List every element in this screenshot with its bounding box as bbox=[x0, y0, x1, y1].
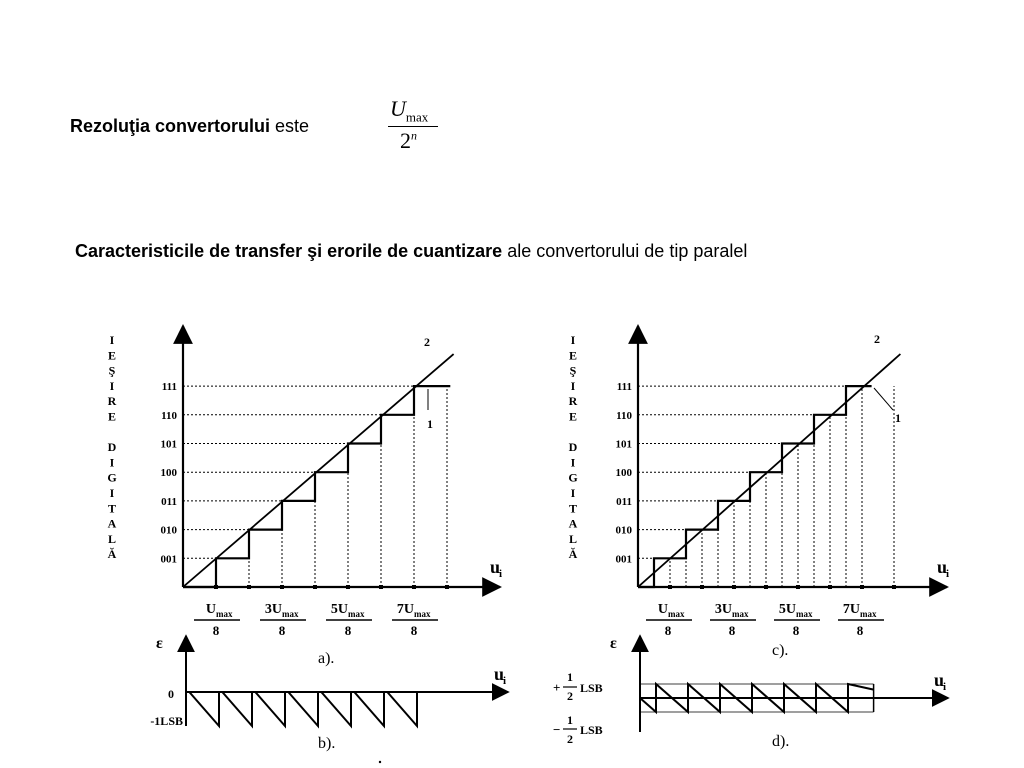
code-label: 100 bbox=[615, 467, 632, 480]
vertical-label-letter: I bbox=[570, 333, 576, 347]
vertical-label-letter: D bbox=[568, 440, 578, 455]
half-denominator-2: 2 bbox=[567, 732, 573, 746]
fraction-numerator: U bbox=[657, 602, 668, 617]
transfer-plain-text: ale convertorului de tip paralel bbox=[507, 241, 748, 261]
tick-mark bbox=[214, 585, 218, 589]
code-label: 010 bbox=[615, 524, 632, 537]
vertical-label-letter: E bbox=[568, 348, 578, 363]
fraction-subscript: max bbox=[668, 609, 685, 619]
code-label: 101 bbox=[160, 438, 177, 451]
fraction-subscript: max bbox=[796, 609, 813, 619]
vertical-label-letter: L bbox=[107, 531, 117, 546]
vertical-label-letter: A bbox=[568, 516, 578, 531]
fraction-numerator: 3U bbox=[264, 602, 282, 617]
tick-mark bbox=[828, 585, 832, 589]
fraction-denominator: 8 bbox=[278, 623, 286, 638]
code-label: 111 bbox=[616, 381, 632, 394]
vertical-label-letter: L bbox=[568, 531, 578, 546]
vertical-label-letter: E bbox=[107, 348, 117, 363]
fraction-numerator: 5U bbox=[330, 602, 348, 617]
minus-sign: − bbox=[553, 722, 561, 737]
tick-mark bbox=[764, 585, 768, 589]
error-x-label: u bbox=[934, 670, 945, 690]
code-label: 011 bbox=[616, 495, 632, 508]
vertical-label-letter: I bbox=[109, 333, 115, 347]
code-label: 100 bbox=[160, 467, 177, 480]
tick-mark bbox=[445, 585, 449, 589]
code-label: 110 bbox=[616, 409, 632, 422]
fraction-numerator: 5U bbox=[778, 602, 796, 617]
vertical-label-letter: I bbox=[109, 378, 115, 393]
min-lsb-label: -1LSB bbox=[150, 714, 183, 728]
vertical-label-letter: R bbox=[568, 394, 578, 409]
vertical-label-letter: G bbox=[107, 470, 117, 485]
fraction-numerator: U bbox=[205, 602, 216, 617]
vertical-label-letter: G bbox=[568, 470, 578, 485]
code-label: 111 bbox=[161, 381, 177, 394]
x-axis-label: u bbox=[937, 557, 948, 577]
tick-mark bbox=[892, 585, 896, 589]
error-x-subscript: i bbox=[503, 675, 507, 687]
error-x-label: u bbox=[494, 664, 505, 684]
vertical-label-letter: Ş bbox=[569, 363, 577, 378]
vertical-label-letter: A bbox=[107, 516, 117, 531]
tick-mark bbox=[700, 585, 704, 589]
tick-mark bbox=[280, 585, 284, 589]
ideal-transfer-line bbox=[638, 354, 900, 587]
tick-mark bbox=[796, 585, 800, 589]
formula-numerator: $U_{max}$ bbox=[390, 96, 429, 125]
x-axis-subscript: i bbox=[499, 568, 503, 580]
curve-label-2: 2 bbox=[424, 335, 430, 349]
vertical-label-letter: E bbox=[568, 409, 578, 424]
vertical-label-letter: T bbox=[107, 501, 117, 516]
fraction-denominator: 8 bbox=[212, 623, 220, 638]
vertical-label-letter: I bbox=[109, 455, 115, 470]
curve-label-1: 1 bbox=[427, 417, 433, 431]
half-numerator: 1 bbox=[567, 670, 573, 684]
code-label: 010 bbox=[160, 524, 177, 537]
code-label: 011 bbox=[161, 495, 177, 508]
fraction-denominator: 8 bbox=[856, 623, 864, 638]
fraction-numerator: 7U bbox=[842, 602, 860, 617]
vertical-label-letter: I bbox=[570, 455, 576, 470]
staircase-curve bbox=[183, 386, 450, 587]
vertical-label-letter: R bbox=[107, 394, 117, 409]
vertical-label-letter: D bbox=[107, 440, 117, 455]
tick-mark bbox=[379, 585, 383, 589]
tick-mark bbox=[732, 585, 736, 589]
fraction-denominator: 8 bbox=[664, 623, 672, 638]
ideal-transfer-line bbox=[183, 354, 454, 587]
code-label: 110 bbox=[161, 409, 177, 422]
tick-mark bbox=[346, 585, 350, 589]
sawtooth-error bbox=[186, 692, 417, 726]
error-x-subscript: i bbox=[943, 681, 947, 693]
resolution-plain-text: este bbox=[275, 116, 310, 136]
fraction-subscript: max bbox=[216, 609, 233, 619]
tick-mark bbox=[668, 585, 672, 589]
plus-lsb-label: LSB bbox=[580, 681, 603, 695]
fraction-subscript: max bbox=[414, 609, 431, 619]
fraction-numerator: 3U bbox=[714, 602, 732, 617]
vertical-label-letter: Ă bbox=[568, 547, 578, 562]
fraction-denominator: 8 bbox=[728, 623, 736, 638]
curve-label-2: 2 bbox=[874, 332, 880, 346]
diagram-caption: b). bbox=[318, 735, 336, 752]
resolution-bold-text: Rezoluţia convertorului bbox=[70, 116, 271, 136]
curve-label-1: 1 bbox=[895, 411, 901, 425]
plus-sign: + bbox=[553, 680, 561, 695]
x-axis-label: u bbox=[490, 557, 501, 577]
fraction-numerator: 7U bbox=[396, 602, 414, 617]
code-label: 001 bbox=[615, 553, 632, 566]
error-y-label: ε bbox=[156, 635, 163, 652]
transfer-bold-text: Caracteristicile de transfer şi erorile de cuantizare bbox=[75, 241, 503, 261]
x-axis-subscript: i bbox=[946, 568, 950, 580]
minus-lsb-label: LSB bbox=[580, 723, 603, 737]
caption-a: a). bbox=[318, 650, 335, 667]
code-label: 001 bbox=[160, 553, 177, 566]
fraction-denominator: 8 bbox=[410, 623, 418, 638]
tick-mark bbox=[860, 585, 864, 589]
fraction-denominator: 8 bbox=[792, 623, 800, 638]
tick-mark bbox=[247, 585, 251, 589]
vertical-label-letter: T bbox=[568, 501, 578, 516]
stray-dot bbox=[379, 761, 381, 763]
code-label: 101 bbox=[615, 438, 632, 451]
zero-label: 0 bbox=[168, 687, 174, 701]
half-numerator-2: 1 bbox=[567, 713, 573, 727]
fraction-denominator: 8 bbox=[344, 623, 352, 638]
fraction-subscript: max bbox=[860, 609, 877, 619]
vertical-label-letter: E bbox=[107, 409, 117, 424]
vertical-label-letter: I bbox=[570, 486, 576, 500]
caption-c: c). bbox=[772, 642, 789, 659]
diagram-caption: d). bbox=[772, 733, 790, 750]
curve-label-1-pointer bbox=[874, 388, 893, 410]
tick-mark bbox=[412, 585, 416, 589]
vertical-label-letter: I bbox=[109, 486, 115, 500]
tick-mark bbox=[313, 585, 317, 589]
fraction-subscript: max bbox=[348, 609, 365, 619]
formula-denominator: 2$^n$ bbox=[400, 128, 417, 153]
vertical-label-letter: I bbox=[570, 378, 576, 393]
vertical-label-letter: Ă bbox=[107, 547, 117, 562]
error-y-label: ε bbox=[610, 635, 617, 652]
fraction-subscript: max bbox=[732, 609, 749, 619]
vertical-label-letter: Ş bbox=[108, 363, 116, 378]
half-denominator: 2 bbox=[567, 689, 573, 703]
fraction-subscript: max bbox=[282, 609, 299, 619]
